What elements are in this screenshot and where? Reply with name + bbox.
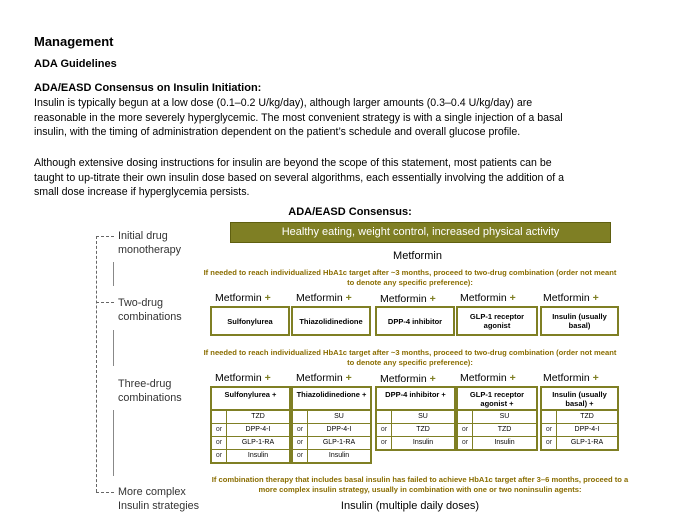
three-drug-column: DPP-4 inhibitor + SU or TZD or Insulin — [375, 386, 456, 451]
three-drug-option: TZD — [497, 426, 512, 433]
rail-line — [96, 236, 97, 492]
three-drug-option: DPP-4-I — [574, 426, 600, 433]
three-drug-option: GLP-1-RA — [322, 439, 356, 446]
three-drug-column-head: Thiazolidinedione + — [293, 388, 370, 410]
label-two-drug: Two-drug combinations — [118, 297, 182, 323]
three-drug-head: Metformin + — [380, 373, 436, 385]
two-drug-head: Metformin + — [296, 292, 352, 304]
three-drug-column-head: GLP-1 receptor agonist + — [458, 388, 536, 410]
three-drug-option: SU — [418, 413, 428, 420]
three-drug-option: DPP-4-I — [326, 426, 352, 433]
two-drug-head: Metformin + — [460, 292, 516, 304]
three-drug-option: Insulin — [494, 439, 515, 446]
diagram-title: ADA/EASD Consensus: — [288, 206, 412, 218]
paragraph-2: Although extensive dosing instructions for insulin are beyond the scope of this statement, most patients can be taught to up-titrate their own insulin dose based on several algorithms, each essentially involving the addition of a small dose increase if hyperglycemia persists. — [34, 157, 565, 198]
three-drug-column-head: Sulfonylurea + — [212, 388, 289, 410]
two-drug-head: Metformin + — [215, 292, 271, 304]
paragraph-1: Insulin is typically begun at a low dose (0.1–0.2 U/kg/day), although larger amounts (0.3–0.4 U/kg/day) are reasonable in the more severely hyperglycemic. The most convenient strategy is with a single injection of a basal insulin, with the timing of administration dependent on the patient’s schedule and overall glucose profile. — [34, 97, 563, 138]
page-title: Management — [34, 34, 114, 49]
note-two-drug: If needed to reach individualized HbA1c target after ~3 months, proceed to two-drug combination (order not meant to denote any specific preference): — [203, 268, 617, 287]
three-drug-option: GLP-1-RA — [241, 439, 275, 446]
three-drug-column-head: Insulin (usually basal) + — [542, 388, 617, 410]
rail-arrow — [113, 410, 114, 476]
rail-connector — [96, 492, 114, 493]
three-drug-option: Insulin — [412, 439, 434, 446]
three-drug-head: Metformin + — [543, 372, 599, 384]
three-drug-column: Sulfonylurea + TZD or DPP-4-I or GLP-1-RA or Insulin — [210, 386, 291, 464]
three-drug-option: TZD — [251, 413, 265, 420]
three-drug-head: Metformin + — [215, 372, 271, 384]
three-drug-option: TZD — [580, 413, 594, 420]
two-drug-box: Insulin (usually basal) — [540, 306, 619, 336]
three-drug-option: SU — [334, 413, 344, 420]
metformin-monotherapy: Metformin — [393, 250, 442, 262]
two-drug-box: Sulfonylurea — [210, 306, 290, 336]
three-drug-column: Insulin (usually basal) + TZD or DPP-4-I or GLP-1-RA — [540, 386, 619, 451]
three-drug-column-head: DPP-4 inhibitor + — [377, 388, 454, 410]
note-three-drug: If needed to reach individualized HbA1c target after ~3 months, proceed to two-drug combination (order not meant to denote any specific preference): — [203, 348, 617, 367]
rail-arrow — [113, 330, 114, 366]
three-drug-option: GLP-1-RA — [570, 439, 604, 446]
three-drug-option: Insulin — [328, 452, 350, 459]
three-drug-option: TZD — [416, 426, 430, 433]
page-subtitle: ADA Guidelines — [34, 58, 117, 70]
three-drug-head: Metformin + — [460, 372, 516, 384]
three-drug-head: Metformin + — [296, 372, 352, 384]
two-drug-box: Thiazolidinedione — [291, 306, 371, 336]
three-drug-option: DPP-4-I — [245, 426, 271, 433]
two-drug-head: Metformin + — [543, 292, 599, 304]
three-drug-column: Thiazolidinedione + SU or DPP-4-I or GLP-1-RA or Insulin — [291, 386, 372, 464]
three-drug-column: GLP-1 receptor agonist + SU or TZD or Insulin — [456, 386, 538, 451]
rail-arrow — [113, 262, 114, 286]
lifestyle-banner: Healthy eating, weight control, increased physical activity — [230, 222, 611, 243]
two-drug-head: Metformin + — [380, 293, 436, 305]
rail-connector — [96, 236, 114, 237]
insulin-multiple-daily-doses: Insulin (multiple daily doses) — [340, 500, 480, 512]
three-drug-option: SU — [499, 413, 510, 420]
two-drug-box: GLP-1 receptor agonist — [456, 306, 538, 336]
label-monotherapy: Initial drug monotherapy — [118, 230, 182, 256]
note-complex-insulin: If combination therapy that includes basal insulin has failed to achieve HbA1c target after 3–6 months, proceed to a more complex insulin strategy, usually in combination with one or two noninsulin agents: — [211, 475, 629, 494]
three-drug-option: Insulin — [247, 452, 269, 459]
label-complex-insulin: More complex Insulin strategies — [118, 486, 200, 512]
two-drug-box: DPP-4 inhibitor — [375, 306, 455, 336]
rail-connector — [96, 302, 114, 303]
section-heading: ADA/EASD Consensus on Insulin Initiation: — [34, 82, 262, 94]
label-three-drug: Three-drug combinations — [118, 378, 182, 404]
